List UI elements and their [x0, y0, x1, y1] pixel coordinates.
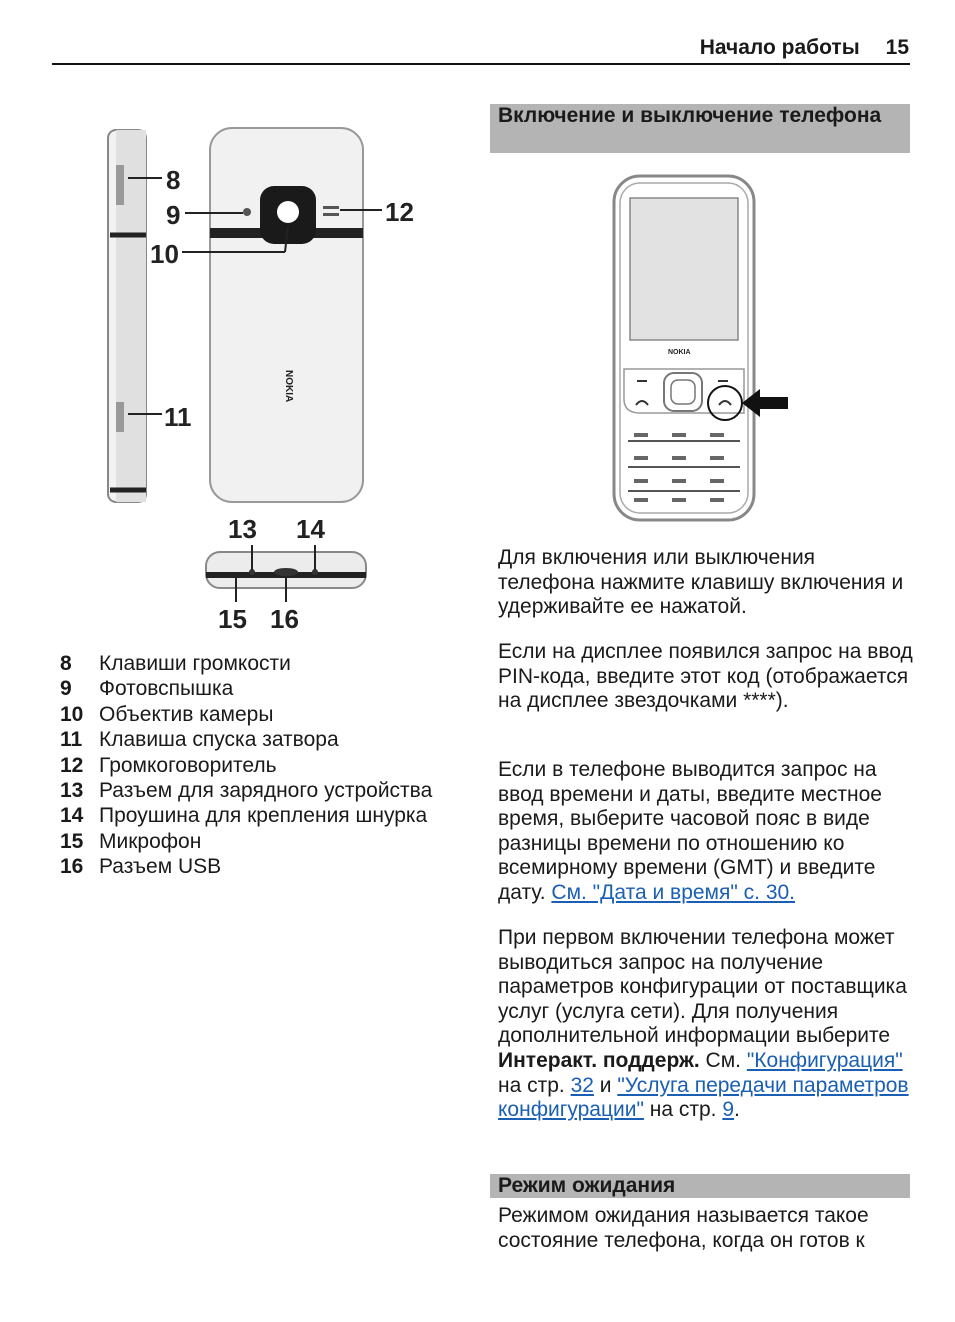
text: на стр.	[643, 1098, 723, 1122]
legend-text: Клавиши громкости	[99, 652, 291, 675]
text: Если в телефоне выводится запрос на ввод времени и даты, введите местное время, выберите часовой пояс в виде разницы времени по отношению ко всемирному времени (GMT) и введите дату.	[498, 758, 882, 904]
paragraph-config	[498, 926, 913, 1123]
page-number: 15	[885, 36, 909, 59]
legend-item	[60, 727, 432, 752]
label-9: 9	[166, 200, 181, 230]
phone-back-diagram	[100, 120, 430, 640]
legend-number: 15	[60, 829, 84, 853]
legend-item	[60, 803, 432, 828]
brand-logo: NOKIA	[283, 370, 294, 403]
header-rule	[52, 63, 910, 65]
text: и	[593, 1073, 618, 1097]
label-16: 16	[270, 604, 299, 634]
legend-item	[60, 753, 432, 778]
legend-text: Микрофон	[99, 829, 202, 853]
legend-number: 9	[60, 677, 72, 701]
link-page-32[interactable]: 32	[570, 1073, 594, 1097]
legend-number: 16	[60, 855, 84, 879]
text: При первом включении телефона может выводиться запрос на получение параметров конфигурации от поставщика услуг (услуга сети). Для получения дополнительной информации выберите	[498, 926, 907, 1048]
link-configuration[interactable]: "Конфигурация"	[746, 1048, 903, 1072]
parts-legend	[60, 651, 432, 880]
legend-item	[60, 702, 432, 727]
running-header	[700, 36, 909, 60]
legend-item	[60, 651, 432, 676]
legend-item	[60, 676, 432, 701]
link-config-service[interactable]: "Услуга передачи параметров конфигурации"	[498, 1073, 909, 1122]
menu-option: Интеракт. поддерж.	[498, 1048, 700, 1072]
front-brand-logo: NOKIA	[668, 349, 691, 356]
paragraph-datetime	[498, 758, 913, 906]
legend-number: 8	[60, 652, 72, 675]
paragraph-pin: Если на дисплее появился запрос на ввод PIN-кода, введите этот код (отображается на дисплее звездочками ****).	[498, 640, 913, 713]
text: .	[734, 1098, 740, 1122]
legend-number: 14	[60, 804, 84, 828]
header-section: Начало работы	[699, 36, 860, 59]
phone-front-diagram	[610, 173, 795, 525]
legend-text: Разъем USB	[99, 855, 222, 879]
label-10: 10	[150, 239, 179, 269]
label-12: 12	[385, 197, 414, 227]
legend-number: 10	[60, 702, 84, 726]
link-page-9[interactable]: 9	[722, 1098, 735, 1122]
legend-text: Проушина для крепления шнурка	[99, 804, 428, 828]
legend-number: 13	[60, 779, 84, 803]
section-heading-power: Включение и выключение телефона	[490, 104, 910, 153]
legend-text: Громкоговоритель	[99, 753, 277, 777]
legend-text: Фотовспышка	[99, 677, 234, 701]
paragraph-power: Для включения или выключения телефона нажмите клавишу включения и удерживайте ее нажатой.	[498, 546, 904, 619]
paragraph-standby: Режимом ожидания называется такое состояние телефона, когда он готов к	[498, 1204, 869, 1252]
legend-item	[60, 778, 432, 803]
section-heading-standby: Режим ожидания	[490, 1174, 910, 1198]
link-date-time[interactable]: См. "Дата и время" с. 30.	[551, 880, 796, 904]
legend-text: Разъем для зарядного устройства	[99, 779, 433, 803]
label-8: 8	[166, 165, 181, 195]
label-11: 11	[164, 402, 192, 432]
legend-text: Объектив камеры	[99, 702, 274, 726]
legend-number: 12	[60, 753, 84, 777]
text: на стр.	[498, 1073, 571, 1097]
legend-item	[60, 854, 432, 879]
text: См.	[699, 1048, 747, 1072]
label-13: 13	[228, 514, 257, 544]
legend-text: Клавиша спуска затвора	[99, 728, 339, 752]
label-14: 14	[296, 514, 325, 544]
legend-number: 11	[60, 728, 83, 752]
legend-item	[60, 829, 432, 854]
label-15: 15	[218, 604, 247, 634]
